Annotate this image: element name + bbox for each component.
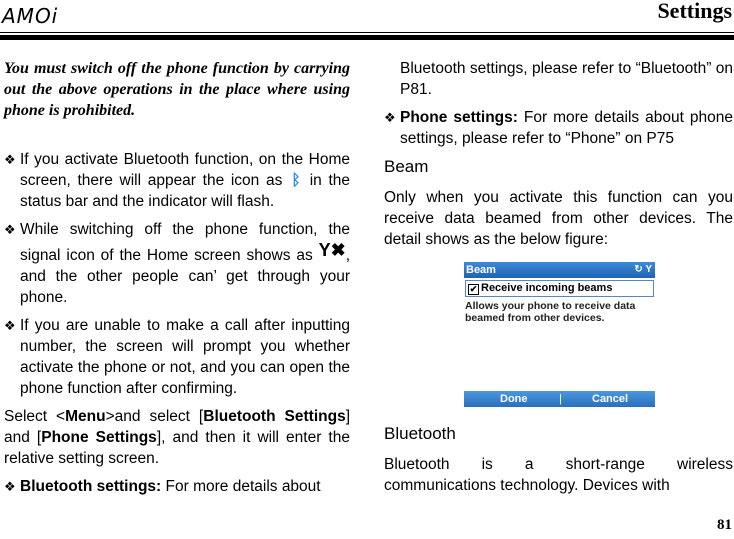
header-rule-thick — [0, 35, 734, 40]
bullet-text: If you activate Bluetooth function, on the Home screen, there will appear the icon as — [20, 151, 350, 189]
bullet-diamond-icon: ❖ — [4, 318, 16, 333]
warning-note: You must switch off the phone function by carrying out the above operations in the place where using phone is prohibited. — [4, 60, 350, 119]
figure-title: Beam — [466, 264, 496, 276]
beam-description: Only when you activate this function can you receive data beamed from other devices. The detail shows as the below figure: — [384, 189, 733, 248]
softkey-separator: | — [559, 393, 562, 405]
status-icons: ↻ Y — [634, 264, 652, 275]
bullet-phone-off — [4, 219, 350, 308]
bluetooth-icon: ᛒ — [291, 172, 301, 189]
checkbox-label: Receive incoming beams — [481, 282, 613, 294]
bluetooth-description: Bluetooth is a short-range wireless communications technology. Devices with — [384, 456, 733, 494]
bullet-phone-settings — [384, 107, 733, 149]
done-softkey[interactable]: Done — [500, 393, 528, 405]
bullet-diamond-icon: ❖ — [4, 479, 16, 494]
softkey-bar — [464, 391, 655, 407]
text: >and select [ — [105, 408, 204, 425]
select-menu-paragraph — [4, 406, 350, 469]
text: ] and [ — [4, 408, 350, 446]
section-title: Settings — [657, 0, 732, 23]
figure-description: Allows your phone to receive data beamed from other devices. — [465, 300, 636, 324]
bluetooth-settings-keyword: Bluetooth Settings — [203, 408, 346, 425]
bullet-diamond-icon: ❖ — [4, 152, 16, 167]
bullet-label: Phone settings: — [400, 109, 518, 126]
left-column — [4, 58, 350, 504]
bullet-bluetooth-activate — [4, 149, 350, 212]
bullet-diamond-icon: ❖ — [384, 110, 396, 125]
page-number: 81 — [717, 517, 732, 533]
bullet-text: If you are unable to make a call after inputting number, the screen will prompt you whether activate the phone or not, and you can open the phone function after confirming. — [20, 317, 350, 397]
bullet-text: , and the other people can’ get through your phone. — [20, 247, 350, 306]
bullet-text: For more details about phone settings, please refer to “Phone” on P75 — [400, 109, 733, 147]
cancel-softkey[interactable]: Cancel — [592, 393, 629, 405]
amoi-logo: AMOi — [2, 4, 59, 28]
figure-title-bar — [464, 262, 655, 278]
phone-settings-keyword: Phone Settings — [41, 429, 157, 446]
bullet-diamond-icon: ❖ — [4, 222, 16, 237]
text: Select < — [4, 408, 66, 425]
signal-off-icon: Y✖ — [318, 240, 346, 260]
beam-screenshot-figure — [464, 262, 655, 407]
checkbox[interactable]: ✔ — [469, 284, 478, 294]
header-rule-thin — [0, 32, 734, 33]
bullet-text: While switching off the phone function, the signal icon of the Home screen shows as — [20, 221, 350, 264]
bullet-text: For more details about — [161, 478, 321, 495]
bullet-text: in the status bar and the indicator will flash. — [20, 172, 350, 210]
bullet-label: Bluetooth settings: — [20, 478, 162, 495]
right-column — [384, 58, 733, 503]
bullet-bluetooth-settings-cont — [384, 58, 733, 100]
menu-keyword: Menu — [65, 408, 106, 425]
bullet-text: Bluetooth settings, please refer to “Bluetooth” on P81. — [400, 60, 733, 98]
text: ], and then it will enter the relative setting screen. — [4, 429, 350, 467]
bullet-bluetooth-settings — [4, 476, 350, 497]
bluetooth-heading: Bluetooth — [384, 424, 456, 443]
beam-heading: Beam — [384, 157, 429, 176]
bullet-call-prompt — [4, 315, 350, 399]
receive-beams-checkbox-row[interactable] — [465, 280, 654, 297]
